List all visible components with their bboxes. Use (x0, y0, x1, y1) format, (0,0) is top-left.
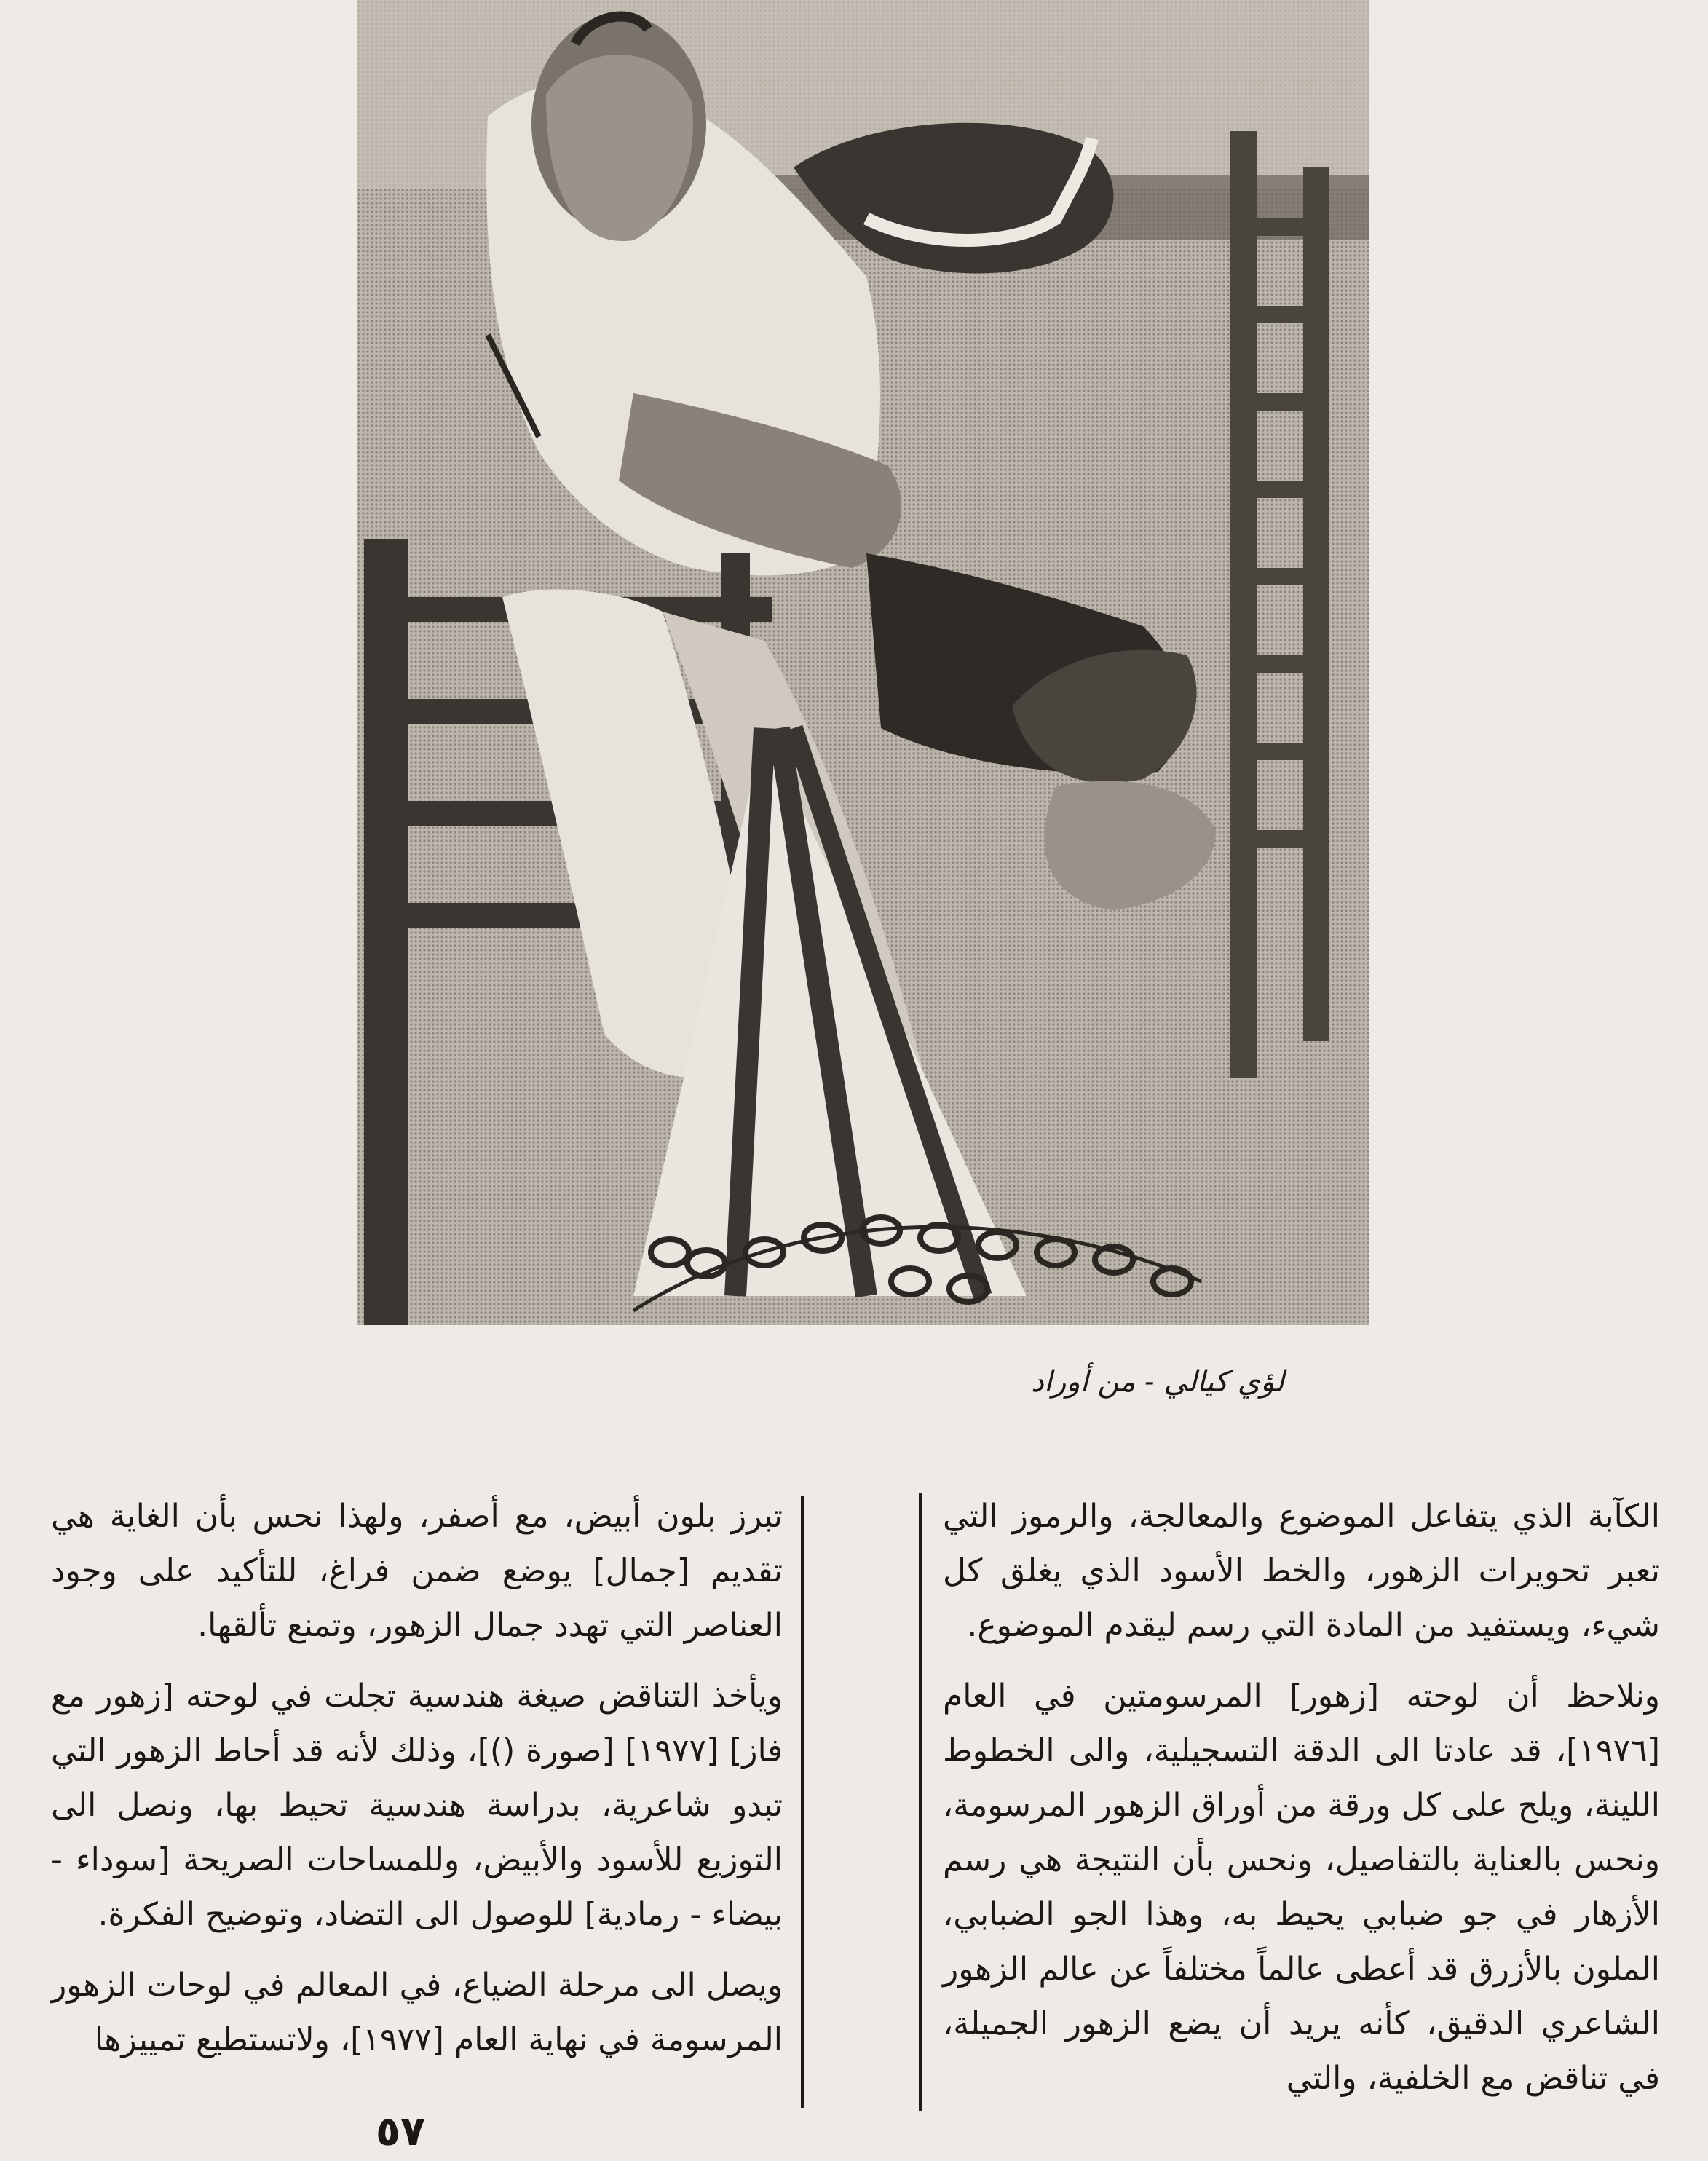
paragraph: ويأخذ التناقض صيغة هندسية تجلت في لوحته [زهور مع فاز] [١٩٧٧] [صورة ()]، وذلك لأنه قد أحاط الزهور التي تبدو شاعرية، بدراسة هندسية تحيط بها، ونصل الى التوزيع للأسود والأبيض، وللمساحات الصريحة [سوداء - بيضاء - رمادية] للوصول الى التضاد، وتوضيح الفكرة. (51, 1678, 783, 1933)
painting-image (357, 0, 1369, 1325)
paragraph: تبرز بلون أبيض، مع أصفر، ولهذا نحس بأن الغاية هي تقديم [جمال] يوضع ضمن فراغ، للتأكيد على وجود العناصر التي تهدد جمال الزهور، وتمنع تألقها. (51, 1498, 783, 1644)
text-column-left (51, 1489, 783, 2067)
paragraph: ويصل الى مرحلة الضياع، في المعالم في لوحات الزهور المرسومة في نهاية العام [١٩٧٧]، ولاتستطيع تمييزها (51, 1967, 783, 2058)
column-rule-left (801, 1496, 804, 2108)
painting-illustration (357, 0, 1369, 1325)
painting-caption: لؤي كيالي - من أوراد (1031, 1365, 1284, 1399)
show-through-text-right (1369, 0, 1708, 1383)
paragraph: ونلاحظ أن لوحته [زهور] المرسومتين في العام [١٩٧٦]، قد عادتا الى الدقة التسجيلية، والى الخطوط اللينة، ويلح على كل ورقة من أوراق الزهور المرسومة، ونحس بالعناية بالتفاصيل، ونحس بأن النتيجة هي رسم الأزهار في جو ضبابي يحيط به، وهذا الجو الضبابي، الملون بالأزرق قد أعطى عالماً مختلفاً عن عالم الزهور الشاعري الدقيق، كأنه يريد أن يضع الزهور الجميلة، في تناقض مع الخلفية، والتي (943, 1678, 1660, 2097)
column-rule-right (919, 1493, 922, 2111)
show-through-text-left (0, 0, 349, 1442)
paragraph: الكآبة الذي يتفاعل الموضوع والمعالجة، والرموز التي تعبر تحويرات الزهور، والخط الأسود الذي يغلق كل شيء، ويستفيد من المادة التي رسم ليقدم الموضوع. (943, 1498, 1660, 1644)
text-column-right (943, 1489, 1660, 2106)
page-number: ٥٧ (375, 2108, 426, 2155)
